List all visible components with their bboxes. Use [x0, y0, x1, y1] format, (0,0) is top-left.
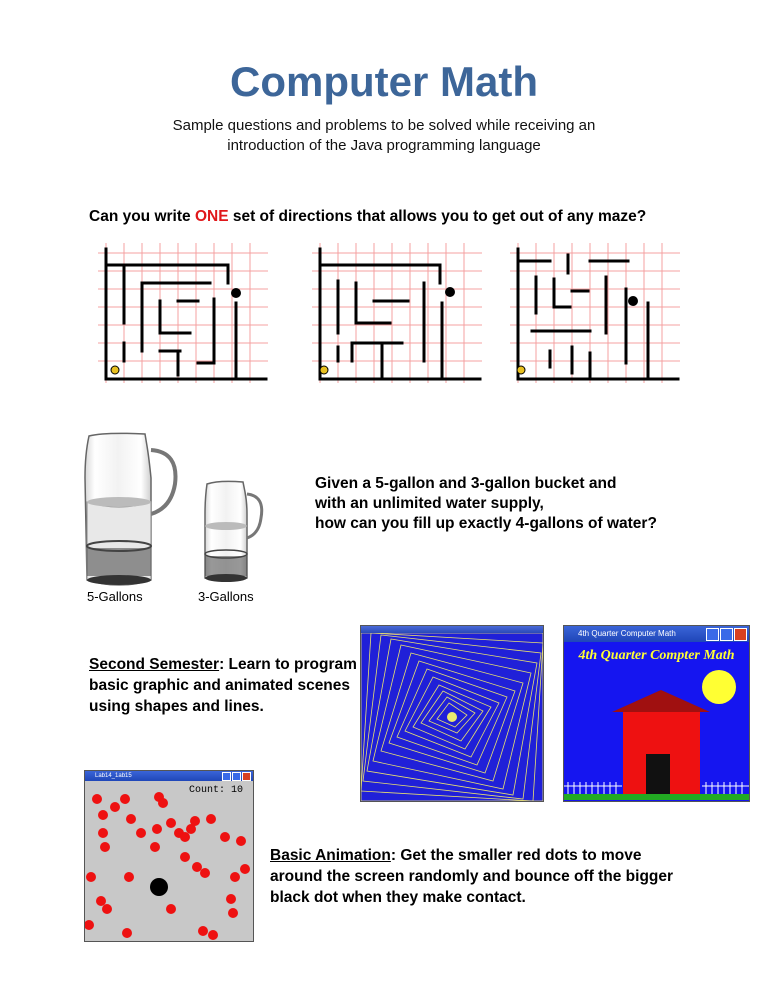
house-scene	[564, 642, 749, 800]
house-window-titlebar	[564, 626, 749, 642]
animation-window	[84, 770, 254, 942]
bucket-question-line-3: how can you fill up exactly 4-gallons of water?	[315, 515, 657, 532]
small-pitcher-image	[197, 478, 267, 588]
basic-animation-line-1	[270, 845, 673, 866]
basic-animation-heading: Basic Animation	[270, 847, 391, 864]
second-semester-line-1-rest: : Learn to program	[219, 656, 357, 673]
subtitle-line-1: Sample questions and problems to be solved while receiving an	[172, 117, 596, 134]
house-window-heading: 4th Quarter Compter Math	[578, 648, 735, 663]
maze-1	[98, 243, 268, 383]
second-semester-line-2: basic graphic and animated scenes	[89, 677, 351, 694]
maze-question-start: Can you write	[89, 208, 195, 225]
bucket-question	[315, 474, 657, 534]
large-pitcher-caption: 5-Gallons	[87, 589, 143, 604]
animation-window-titlebar	[85, 771, 253, 781]
maze-3	[510, 243, 680, 383]
house-window-title: 4th Quarter Computer Math	[578, 629, 676, 638]
animation-maximize-button[interactable]	[232, 772, 241, 781]
maximize-button[interactable]	[720, 628, 733, 641]
maze-question-end: set of directions that allows you to get out of any maze?	[228, 208, 647, 225]
spiral-window-titlebar	[361, 626, 543, 633]
animation-window-title: Lab14_1ab15	[95, 773, 132, 779]
basic-animation-line-2: around the screen randomly and bounce off the bigger	[270, 868, 674, 885]
maze-question	[89, 208, 646, 226]
basic-animation-line-3: black dot when they make contact.	[270, 889, 526, 906]
bucket-question-line-2: with an unlimited water supply,	[315, 495, 544, 512]
spiral-graphic	[361, 633, 543, 801]
second-semester-heading: Second Semester	[89, 656, 220, 673]
large-pitcher-image	[75, 430, 185, 592]
maze-2	[312, 243, 482, 383]
animation-minimize-button[interactable]	[222, 772, 231, 781]
maze-question-highlight: ONE	[194, 208, 229, 225]
second-semester-line-1	[89, 654, 357, 675]
second-semester-line-3: using shapes and lines.	[89, 698, 264, 715]
house-window	[563, 625, 750, 802]
basic-animation-line-1-rest: : Get the smaller red dots to move	[390, 847, 642, 864]
second-semester-text	[89, 654, 357, 717]
spiral-window	[360, 625, 544, 802]
animation-scene	[85, 781, 253, 941]
animation-close-button[interactable]	[242, 772, 251, 781]
basic-animation-text	[270, 845, 673, 908]
close-button[interactable]	[734, 628, 747, 641]
subtitle-line-2: introduction of the Java programming language	[227, 137, 541, 154]
page-title: Computer Math	[230, 58, 538, 105]
minimize-button[interactable]	[706, 628, 719, 641]
bucket-question-line-1: Given a 5-gallon and 3-gallon bucket and	[315, 475, 617, 492]
count-label: Count: 10	[189, 785, 244, 796]
small-pitcher-caption: 3-Gallons	[198, 589, 254, 604]
